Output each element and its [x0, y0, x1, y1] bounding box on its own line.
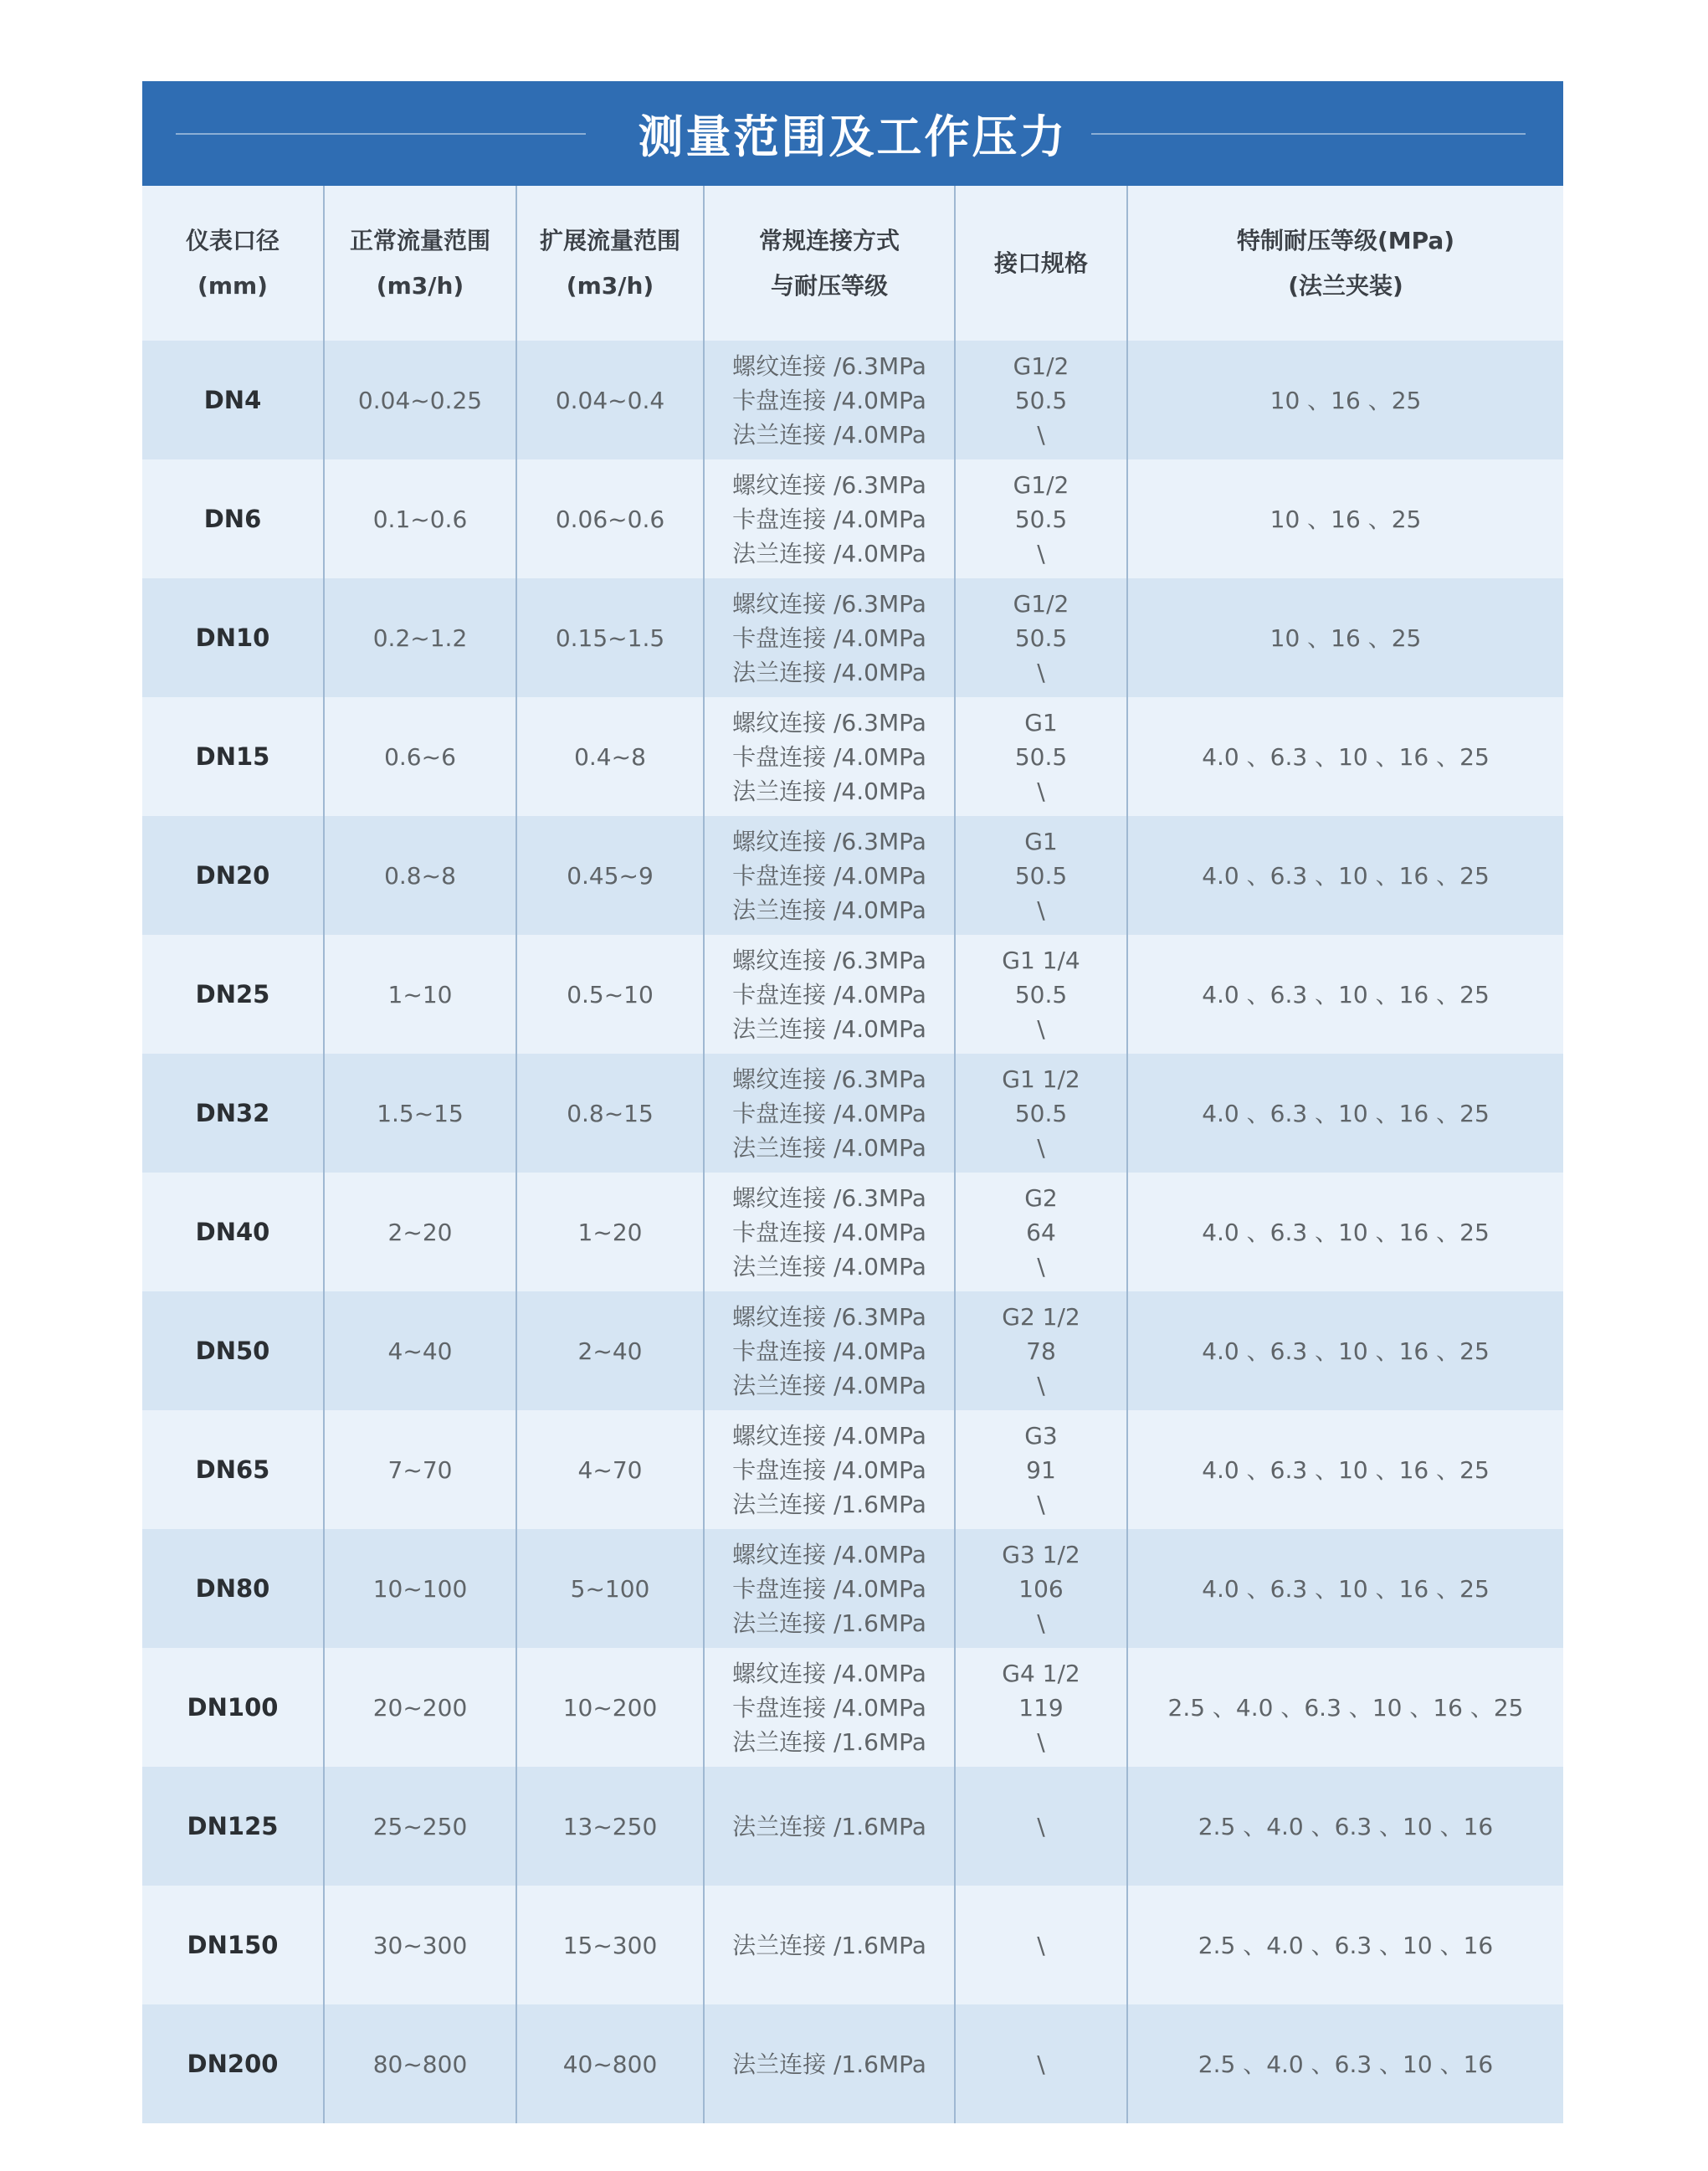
cell-extended-flow: 0.8~15: [516, 1054, 704, 1173]
table-row: [142, 1529, 1563, 1648]
header-connection: 常规连接方式 与耐压等级: [704, 186, 955, 341]
cell-interface: \: [955, 2004, 1127, 2123]
cell-extended-flow: 0.06~0.6: [516, 459, 704, 578]
cell-normal-flow: 2~20: [324, 1173, 516, 1291]
cell-connection: 螺纹连接 /6.3MPa 卡盘连接 /4.0MPa 法兰连接 /4.0MPa: [704, 341, 955, 459]
table-row: [142, 2004, 1563, 2123]
cell-size: DN4: [142, 341, 324, 459]
cell-extended-flow: 4~70: [516, 1410, 704, 1529]
cell-special-pressure: 4.0 、6.3 、10 、16 、25: [1127, 816, 1563, 935]
table-row: [142, 1291, 1563, 1410]
cell-extended-flow: 10~200: [516, 1648, 704, 1767]
table-row: [142, 1648, 1563, 1767]
header-size: 仪表口径 (mm): [142, 186, 324, 341]
table-header-row: [142, 186, 1563, 341]
cell-size: DN20: [142, 816, 324, 935]
header-interface: 接口规格: [955, 186, 1127, 341]
cell-connection: 螺纹连接 /6.3MPa 卡盘连接 /4.0MPa 法兰连接 /4.0MPa: [704, 697, 955, 816]
cell-extended-flow: 1~20: [516, 1173, 704, 1291]
cell-special-pressure: 4.0 、6.3 、10 、16 、25: [1127, 1054, 1563, 1173]
cell-normal-flow: 0.2~1.2: [324, 578, 516, 697]
cell-special-pressure: 10 、16 、25: [1127, 459, 1563, 578]
header-special-pressure: 特制耐压等级(MPa) (法兰夹装): [1127, 186, 1563, 341]
cell-connection: 法兰连接 /1.6MPa: [704, 2004, 955, 2123]
cell-interface: G1/2 50.5 \: [955, 459, 1127, 578]
cell-normal-flow: 30~300: [324, 1886, 516, 2004]
cell-interface: G1 50.5 \: [955, 697, 1127, 816]
cell-interface: G2 1/2 78 \: [955, 1291, 1127, 1410]
cell-connection: 螺纹连接 /6.3MPa 卡盘连接 /4.0MPa 法兰连接 /4.0MPa: [704, 1291, 955, 1410]
cell-interface: G1/2 50.5 \: [955, 341, 1127, 459]
page-title: 测量范围及工作压力: [615, 101, 1091, 166]
cell-connection: 螺纹连接 /6.3MPa 卡盘连接 /4.0MPa 法兰连接 /4.0MPa: [704, 1054, 955, 1173]
cell-special-pressure: 2.5 、4.0 、6.3 、10 、16: [1127, 2004, 1563, 2123]
cell-special-pressure: 4.0 、6.3 、10 、16 、25: [1127, 697, 1563, 816]
cell-interface: G1 1/4 50.5 \: [955, 935, 1127, 1054]
table-row: [142, 459, 1563, 578]
cell-special-pressure: 4.0 、6.3 、10 、16 、25: [1127, 1410, 1563, 1529]
cell-special-pressure: 10 、16 、25: [1127, 341, 1563, 459]
cell-connection: 螺纹连接 /6.3MPa 卡盘连接 /4.0MPa 法兰连接 /4.0MPa: [704, 816, 955, 935]
cell-normal-flow: 20~200: [324, 1648, 516, 1767]
cell-size: DN125: [142, 1767, 324, 1886]
cell-extended-flow: 40~800: [516, 2004, 704, 2123]
cell-normal-flow: 1~10: [324, 935, 516, 1054]
cell-size: DN15: [142, 697, 324, 816]
table-row: [142, 1767, 1563, 1886]
cell-connection: 螺纹连接 /4.0MPa 卡盘连接 /4.0MPa 法兰连接 /1.6MPa: [704, 1529, 955, 1648]
title-divider-right: [1090, 133, 1526, 135]
cell-interface: \: [955, 1767, 1127, 1886]
cell-connection: 螺纹连接 /6.3MPa 卡盘连接 /4.0MPa 法兰连接 /4.0MPa: [704, 935, 955, 1054]
cell-special-pressure: 4.0 、6.3 、10 、16 、25: [1127, 935, 1563, 1054]
cell-connection: 螺纹连接 /6.3MPa 卡盘连接 /4.0MPa 法兰连接 /4.0MPa: [704, 1173, 955, 1291]
cell-size: DN80: [142, 1529, 324, 1648]
title-divider-left: [176, 133, 586, 135]
cell-connection: 螺纹连接 /6.3MPa 卡盘连接 /4.0MPa 法兰连接 /4.0MPa: [704, 459, 955, 578]
table-row: [142, 341, 1563, 459]
table-row: [142, 1886, 1563, 2004]
cell-normal-flow: 0.6~6: [324, 697, 516, 816]
cell-size: DN50: [142, 1291, 324, 1410]
cell-size: DN150: [142, 1886, 324, 2004]
cell-size: DN100: [142, 1648, 324, 1767]
cell-normal-flow: 7~70: [324, 1410, 516, 1529]
cell-extended-flow: 0.15~1.5: [516, 578, 704, 697]
cell-interface: G3 1/2 106 \: [955, 1529, 1127, 1648]
cell-special-pressure: 4.0 、6.3 、10 、16 、25: [1127, 1291, 1563, 1410]
cell-interface: \: [955, 1886, 1127, 2004]
cell-special-pressure: 2.5 、4.0 、6.3 、10 、16: [1127, 1767, 1563, 1886]
cell-extended-flow: 0.4~8: [516, 697, 704, 816]
cell-size: DN25: [142, 935, 324, 1054]
cell-normal-flow: 1.5~15: [324, 1054, 516, 1173]
cell-interface: G1 50.5 \: [955, 816, 1127, 935]
cell-size: DN10: [142, 578, 324, 697]
cell-extended-flow: 15~300: [516, 1886, 704, 2004]
table-row: [142, 1173, 1563, 1291]
cell-extended-flow: 0.45~9: [516, 816, 704, 935]
header-normal-flow: 正常流量范围 (m3/h): [324, 186, 516, 341]
spec-table: [142, 186, 1563, 2123]
cell-extended-flow: 2~40: [516, 1291, 704, 1410]
cell-normal-flow: 10~100: [324, 1529, 516, 1648]
cell-connection: 螺纹连接 /4.0MPa 卡盘连接 /4.0MPa 法兰连接 /1.6MPa: [704, 1410, 955, 1529]
cell-normal-flow: 0.1~0.6: [324, 459, 516, 578]
cell-connection: 螺纹连接 /4.0MPa 卡盘连接 /4.0MPa 法兰连接 /1.6MPa: [704, 1648, 955, 1767]
cell-interface: G1/2 50.5 \: [955, 578, 1127, 697]
table-row: [142, 697, 1563, 816]
title-banner: [142, 81, 1563, 186]
table-row: [142, 578, 1563, 697]
cell-special-pressure: 4.0 、6.3 、10 、16 、25: [1127, 1529, 1563, 1648]
table-row: [142, 935, 1563, 1054]
cell-normal-flow: 80~800: [324, 2004, 516, 2123]
cell-extended-flow: 13~250: [516, 1767, 704, 1886]
cell-extended-flow: 5~100: [516, 1529, 704, 1648]
table-row: [142, 1410, 1563, 1529]
table-row: [142, 1054, 1563, 1173]
table-row: [142, 816, 1563, 935]
cell-special-pressure: 4.0 、6.3 、10 、16 、25: [1127, 1173, 1563, 1291]
cell-connection: 法兰连接 /1.6MPa: [704, 1767, 955, 1886]
cell-interface: G2 64 \: [955, 1173, 1127, 1291]
cell-interface: G1 1/2 50.5 \: [955, 1054, 1127, 1173]
cell-normal-flow: 25~250: [324, 1767, 516, 1886]
cell-special-pressure: 2.5 、4.0 、6.3 、10 、16: [1127, 1886, 1563, 2004]
cell-extended-flow: 0.04~0.4: [516, 341, 704, 459]
cell-size: DN40: [142, 1173, 324, 1291]
cell-interface: G4 1/2 119 \: [955, 1648, 1127, 1767]
header-extended-flow: 扩展流量范围 (m3/h): [516, 186, 704, 341]
cell-normal-flow: 0.8~8: [324, 816, 516, 935]
cell-interface: G3 91 \: [955, 1410, 1127, 1529]
cell-special-pressure: 10 、16 、25: [1127, 578, 1563, 697]
cell-size: DN32: [142, 1054, 324, 1173]
cell-special-pressure: 2.5 、4.0 、6.3 、10 、16 、25: [1127, 1648, 1563, 1767]
cell-size: DN200: [142, 2004, 324, 2123]
cell-normal-flow: 0.04~0.25: [324, 341, 516, 459]
cell-normal-flow: 4~40: [324, 1291, 516, 1410]
spec-sheet: [142, 81, 1563, 2123]
cell-connection: 法兰连接 /1.6MPa: [704, 1886, 955, 2004]
cell-size: DN6: [142, 459, 324, 578]
cell-connection: 螺纹连接 /6.3MPa 卡盘连接 /4.0MPa 法兰连接 /4.0MPa: [704, 578, 955, 697]
cell-extended-flow: 0.5~10: [516, 935, 704, 1054]
cell-size: DN65: [142, 1410, 324, 1529]
